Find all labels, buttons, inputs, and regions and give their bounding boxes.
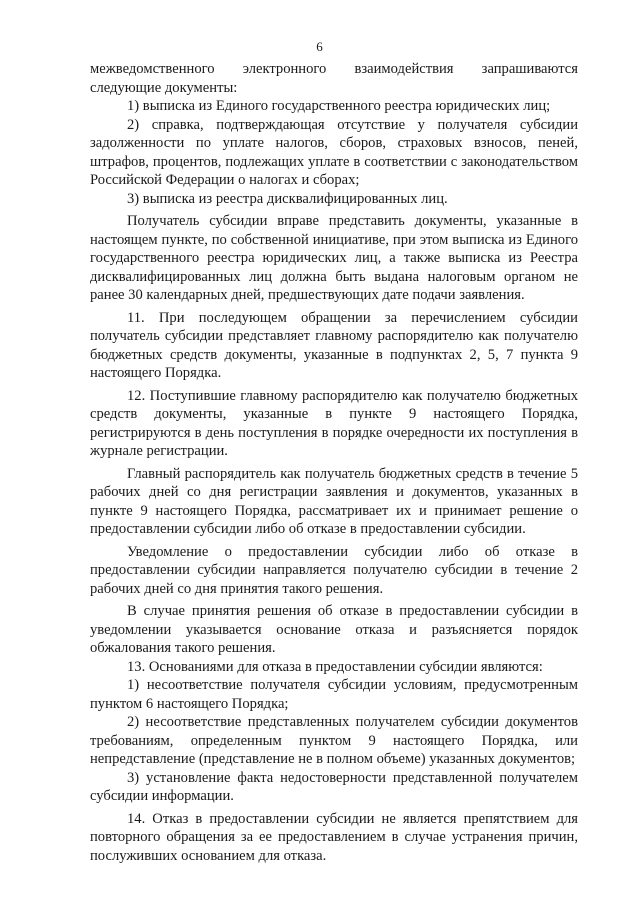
list-item: 1) выписка из Единого государственного реестра юридических лиц; [127, 98, 551, 114]
paragraph: 14. Отказ в предоставлении субсидии не является препятствием для повторного обращения за ее предоставлением в случае устранения причин, послуживших основанием для отказа. [90, 810, 578, 864]
paragraph: межведомственного электронного взаимодействия запрашиваются следующие документы: [90, 61, 578, 96]
list-item: 1) несоответствие получателя субсидии условиям, предусмотренным пунктом 6 настоящего Порядка; [90, 677, 578, 712]
paragraph: Получатель субсидии вправе представить документы, указанные в настоящем пункте, по собственной инициативе, при этом выписка из Единого государственного реестра юридических лиц, а также выписка из Реестра дисквалифицированных лиц должна быть выдана налоговым органом не ранее 30 календарных дней, предшествующих дате подачи заявления. [90, 213, 578, 303]
paragraph: 13. Основаниями для отказа в предоставлении субсидии являются: [127, 658, 543, 675]
document-body [90, 60, 578, 865]
page-number: 6 [316, 39, 323, 54]
list-item: 3) выписка из реестра дисквалифицированных лиц. [127, 190, 448, 207]
list-item: 3) установление факта недостоверности представленной получателем субсидии информации. [90, 769, 578, 804]
paragraph: Уведомление о предоставлении субсидии либо об отказе в предоставлении субсидии направляется получателю субсидии в течение 2 рабочих дней со дня принятия такого решения. [90, 543, 578, 597]
paragraph: 11. При последующем обращении за перечислением субсидии получатель субсидии представляет главному распорядителю как получателю бюджетных средств документы, указанные в подпунктах 2, 5, 7 пункта 9 настоящего Порядка. [90, 309, 578, 381]
paragraph: В случае принятия решения об отказе в предоставлении субсидии в уведомлении указывается основание отказа и разъясняется порядок обжалования такого решения. [90, 603, 578, 656]
list-item: 2) несоответствие представленных получателем субсидии документов требованиям, определенным пунктом 9 настоящего Порядка, или непредставление (представление не в полном объеме) указанных документов; [90, 714, 578, 767]
list-item: 2) справка, подтверждающая отсутствие у получателя субсидии задолженности по уплате налогов, сборов, страховых взносов, пеней, штрафов, процентов, подлежащих уплате в соответствии с законодательством Российской Федерации о налогах и сборах; [90, 116, 578, 188]
paragraph: 12. Поступившие главному распорядителю как получателю бюджетных средств документы, указанные в пункте 9 настоящего Порядка, регистрируются в день поступления в порядке очередности их поступления в журнале регистрации. [90, 387, 578, 459]
paragraph: Главный распорядитель как получатель бюджетных средств в течение 5 рабочих дней со дня регистрации заявления и документов, указанных в пункте 9 настоящего Порядка, рассматривает их и принимает решение о предоставлении субсидии либо об отказе в предоставлении субсидии. [90, 465, 578, 537]
